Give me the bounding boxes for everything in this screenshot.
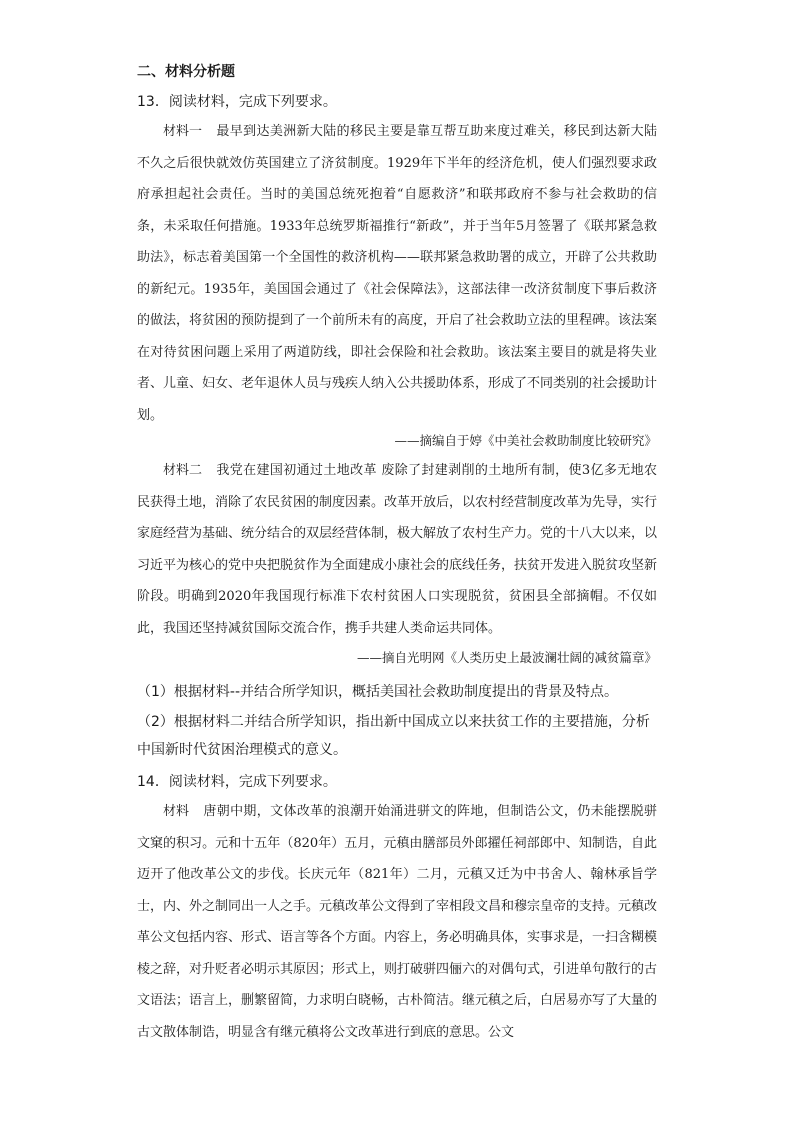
- material-1-label: 材料一: [163, 124, 203, 139]
- material-14-label: 材料: [163, 804, 190, 819]
- question-14-stem: 14．阅读材料，完成下列要求。: [137, 774, 337, 790]
- material-2-text: 我党在建国初通过土地改革 废除了封建剥削的土地所有制，使3亿多无地农民获得土地，消除了农民贫困的制度因素。改革开放后，以农村经营制度改革为先导，实行家庭经营为基础、统分结合的双层经营体制，极大解放了农村生产力。党的十八大以来，以习近平为核心的党中央把脱贫作为全面建成小康社会的底线任务，扶贫开发进入脱贫攻坚新阶段。明确到2020年我国现行标准下农村贫困人口实现脱贫，贫困县全部摘帽。不仅如此，我国还坚持减贫国际交流合作，携手共建人类命运共同体。: [137, 463, 658, 636]
- question-13-sub-1: （1）根据材料--并结合所学知识，概括美国社会救助制度提出的背景及特点。: [137, 684, 619, 700]
- material-1-text: 最早到达美洲新大陆的移民主要是靠互帮互助来度过难关，移民到达新大陆不久之后很快就效仿英国建立了济贫制度。1929年下半年的经济危机，使人们强烈要求政府承担起社会责任。当时的美国总统死抱着“自愿救济”和联邦政府不参与社会救助的信条，未采取任何措施。1933年总统罗斯福推行“新政”，并于当年5月签署了《联邦紧急救助法》，标志着美国第一个全国性的救济机构——联邦紧急救助署的成立，开辟了公共救助的新纪元。1935年，美国国会通过了《社会保障法》，这部法律一改济贫制度下事后救济的做法，将贫困的预防提到了一个前所未有的高度，开启了社会救助立法的里程碑。该法案在对待贫困问题上采用了两道防线，即社会保险和社会救助。该法案主要目的就是将失业者、儿童、妇女、老年退休人员与残疾人纳入公共援助体系，形成了不同类别的社会援助计划。: [137, 124, 658, 423]
- question-13-stem: 13．阅读材料，完成下列要求。: [137, 94, 337, 110]
- material-14-text: 唐朝中期，文体改革的浪潮开始涌进骈文的阵地，但制诰公文，仍未能摆脱骈文窠的积习。元和十五年（820年）五月，元稹由膳部员外郎擢任祠部郎中、知制诰，自此迈开了他改革公文的步伐。长庆元年（821年）二月，元稹又迁为中书舍人、翰林承旨学士，内、外之制同出一人之手。元稹改革公文得到了宰相段文昌和穆宗皇帝的支持。元稹改革公文包括内容、形式、语言等各个方面。内容上，务必明确具体，实事求是，一扫含糊模棱之辞，对升贬者必明示其原因；形式上，则打破骈四俪六的对偶句式，引进单句散行的古文语法；语言上，删繁留简，力求明白晓畅，古朴简洁。继元稹之后，白居易亦写了大量的古文散体制诰，明显含有继元稹将公文改革进行到底的意思。公文: [137, 804, 658, 1040]
- material-1: [137, 116, 657, 431]
- material-1-source: ——摘编自于婷《中美社会救助制度比较研究》: [394, 433, 657, 448]
- material-14: [137, 796, 657, 1048]
- material-2: [137, 455, 657, 644]
- section-title: 二、材料分析题: [137, 64, 235, 80]
- material-2-source: ——摘自光明网《人类历史上最波澜壮阔的减贫篇章》: [356, 650, 657, 665]
- question-13-sub-2: （2）根据材料二并结合所学知识，指出新中国成立以来扶贫工作的主要措施，分析中国新时代贫困治理模式的意义。: [137, 714, 650, 758]
- material-2-label: 材料二: [163, 463, 203, 478]
